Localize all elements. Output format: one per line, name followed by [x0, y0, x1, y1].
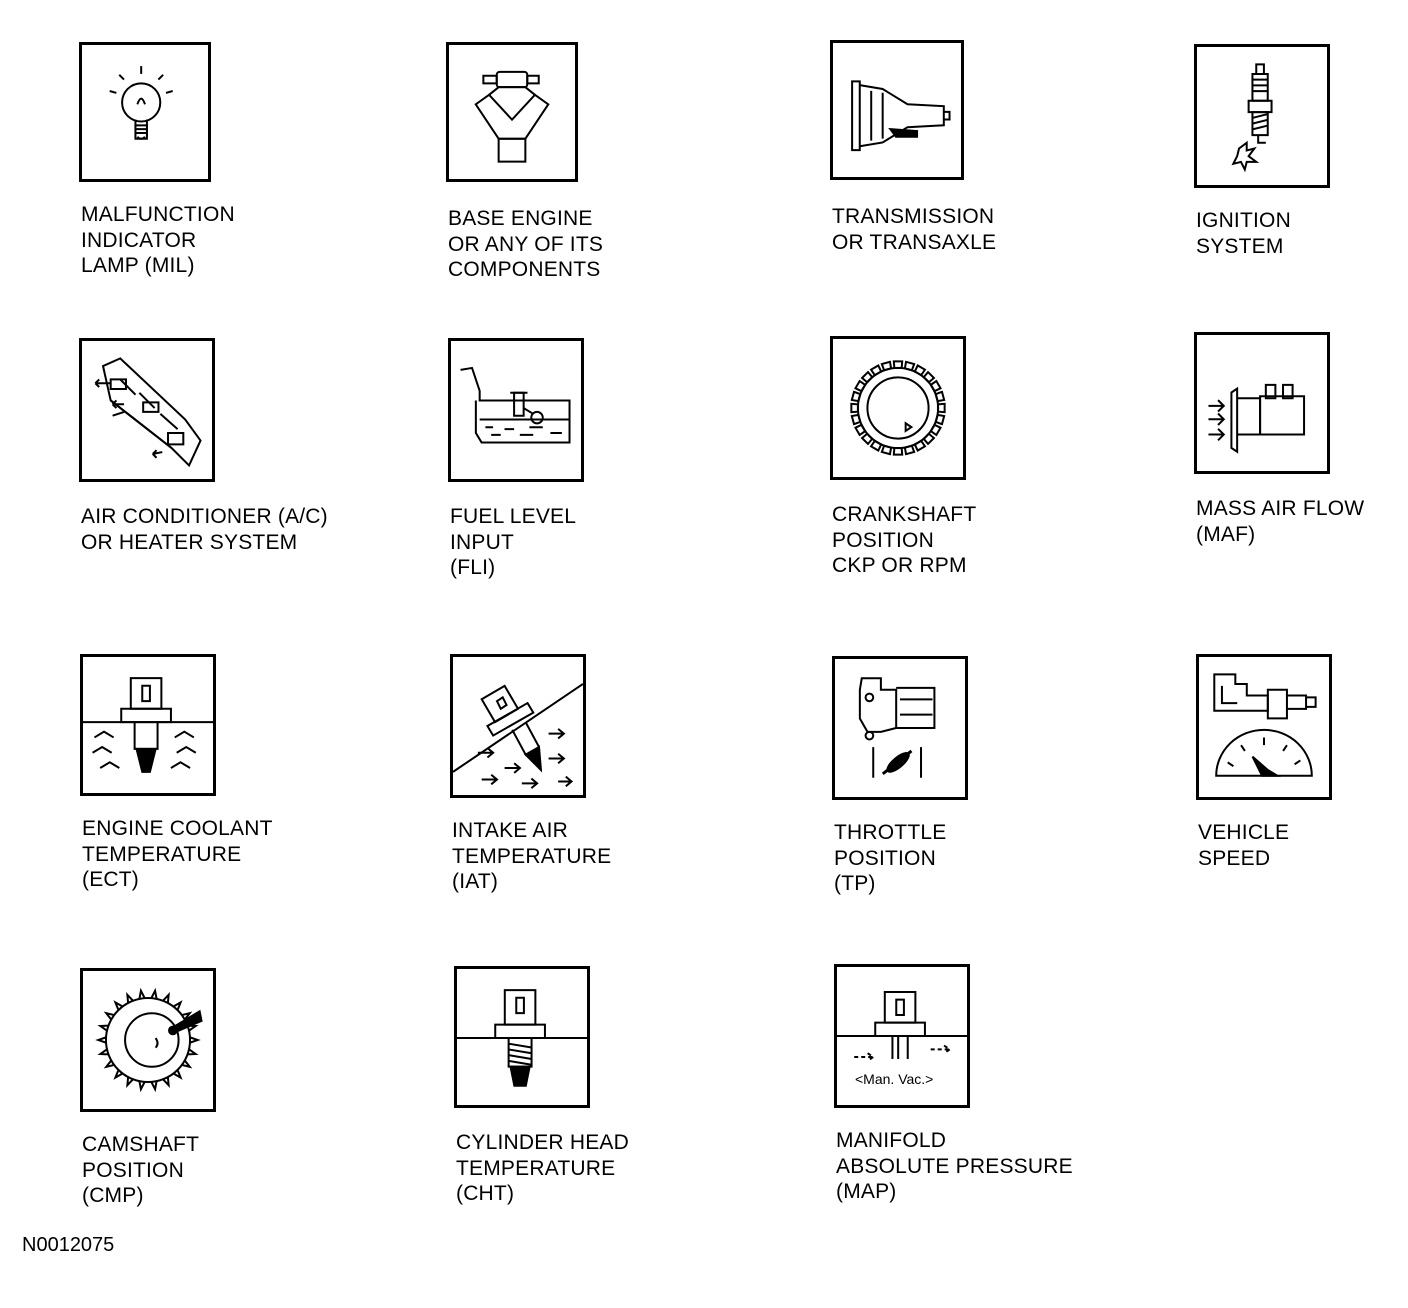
fuel-tank-icon [448, 338, 584, 482]
speedometer-icon [1196, 654, 1332, 800]
manifold-vacuum-label: <Man. Vac.> [855, 1071, 934, 1087]
symbol-label: AIR CONDITIONER (A/C) OR HEATER SYSTEM [81, 505, 328, 554]
symbol-label: TRANSMISSION OR TRANSAXLE [832, 205, 997, 254]
camshaft-gear-icon [80, 968, 216, 1112]
spark-plug-icon [1194, 44, 1330, 188]
engine-icon [446, 42, 578, 182]
symbol-label: BASE ENGINE OR ANY OF ITS COMPONENTS [448, 207, 604, 281]
lamp-icon [79, 42, 211, 182]
figure-id: N0012075 [22, 1234, 115, 1256]
mass-air-flow-sensor-icon [1194, 332, 1330, 474]
throttle-position-sensor-icon [832, 656, 968, 800]
symbol-label: MASS AIR FLOW (MAF) [1196, 497, 1365, 546]
crankshaft-gear-icon [830, 336, 966, 480]
air-conditioner-icon [79, 338, 215, 482]
symbol-label: MANIFOLD ABSOLUTE PRESSURE (MAP) [836, 1129, 1073, 1203]
symbol-label: CRANKSHAFT POSITION CKP OR RPM [832, 503, 977, 577]
coolant-sensor-icon [80, 654, 216, 796]
symbol-label: VEHICLE SPEED [1198, 821, 1290, 870]
symbol-label: FUEL LEVEL INPUT (FLI) [450, 505, 577, 579]
intake-air-sensor-icon [450, 654, 586, 798]
cylinder-head-sensor-icon [454, 966, 590, 1108]
symbol-label: ENGINE COOLANT TEMPERATURE (ECT) [82, 817, 273, 891]
transmission-icon [830, 40, 964, 180]
symbol-label: CAMSHAFT POSITION (CMP) [82, 1133, 200, 1207]
symbol-label: IGNITION SYSTEM [1196, 209, 1291, 258]
symbol-label: THROTTLE POSITION (TP) [834, 821, 947, 895]
symbol-label: MALFUNCTION INDICATOR LAMP (MIL) [81, 203, 235, 277]
symbol-label: CYLINDER HEAD TEMPERATURE (CHT) [456, 1131, 629, 1205]
symbol-label: INTAKE AIR TEMPERATURE (IAT) [452, 819, 612, 893]
manifold-pressure-sensor-icon [834, 964, 970, 1108]
